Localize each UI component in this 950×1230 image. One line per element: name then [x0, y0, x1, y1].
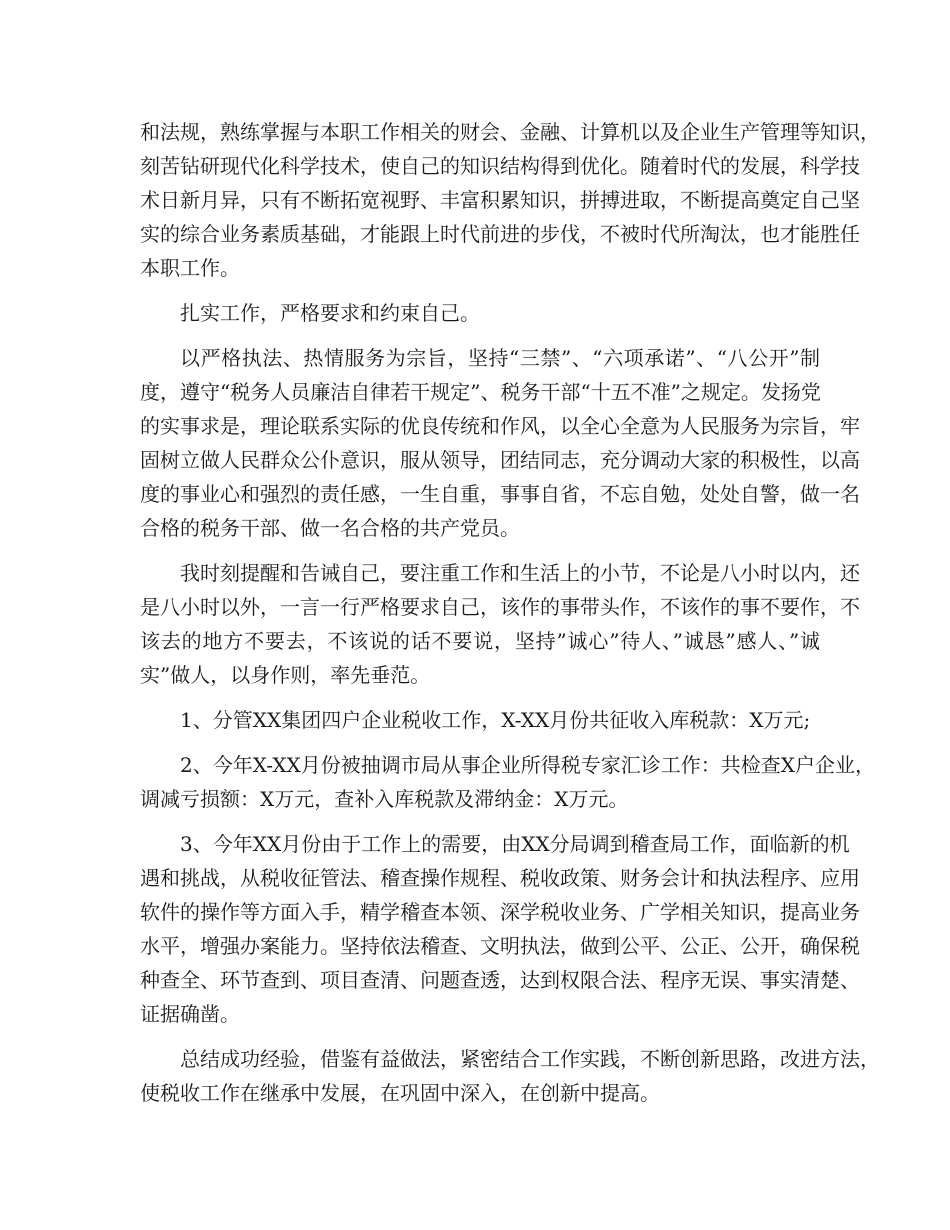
text-line: 种查全、环节查到、项目查清、问题查透，达到权限合法、程序无误、事实清楚、 [140, 968, 860, 992]
paragraph [140, 1042, 880, 1110]
text-line: 我时刻提醒和告诫自己，要注重工作和生活上的小节，不论是八小时以内，还 [180, 561, 860, 585]
text-line: 证据确凿。 [140, 1002, 240, 1026]
text-line: 度，遵守“税务人员廉洁自律若干规定”、税务干部“十五不准”之规定。发扬党 [140, 380, 821, 404]
text-line: 以严格执法、热情服务为宗旨，坚持“三禁”、“六项承诺”、“八公开”制 [180, 346, 820, 370]
text-line: 本职工作。 [140, 256, 240, 280]
text-line: 2、今年X-XX月份被抽调市局从事企业所得税专家汇诊工作：共检查X户企业， [180, 753, 876, 777]
text-line: 实的综合业务素质基础，才能跟上时代前进的步伐，不被时代所淘汰，也才能胜任 [140, 222, 860, 246]
text-line: 软件的操作等方面入手，精学稽查本领、深学税收业务、广学相关知识，提高业务 [140, 900, 860, 924]
text-line: 固树立做人民群众公仆意识，服从领导，团结同志，充分调动大家的积极性，以高 [140, 448, 860, 472]
text-line: 水平，增强办案能力。坚持依法稽查、文明执法，做到公平、公正、公开，确保税 [140, 934, 860, 958]
text-line: 该去的地方不要去，不该说的话不要说，坚持”诚心”待人、”诚恳”感人、”诚 [140, 629, 820, 653]
text-line: 扎实工作，严格要求和约束自己。 [180, 301, 480, 325]
text-line: 调减亏损额：X万元，查补入库税款及滞纳金：X万元。 [140, 787, 629, 811]
paragraph [140, 556, 860, 692]
paragraph [140, 827, 860, 1031]
paragraph [140, 341, 860, 545]
paragraph [140, 703, 820, 737]
text-line: 3、今年XX月份由于工作上的需要，由XX分局调到稽查局工作，面临新的机 [180, 832, 850, 856]
text-line: 是八小时以外，一言一行严格要求自己，该作的事带头作，不该作的事不要作，不 [140, 595, 860, 619]
text-line: 遇和挑战，从税收征管法、稽查操作规程、税收政策、财务会计和执法程序、应用 [140, 866, 860, 890]
paragraph [140, 748, 876, 816]
text-line: 总结成功经验，借鉴有益做法，紧密结合工作实践，不断创新思路，改进方法， [180, 1047, 880, 1071]
text-line: 使税收工作在继承中发展，在巩固中深入，在创新中提高。 [140, 1081, 660, 1105]
paragraph [140, 115, 880, 285]
text-line: 的实事求是，理论联系实际的优良传统和作风，以全心全意为人民服务为宗旨，牢 [140, 414, 860, 438]
text-line: 刻苦钻研现代化科学技术，使自己的知识结构得到优化。随着时代的发展，科学技 [140, 154, 860, 178]
text-line: 和法规，熟练掌握与本职工作相关的财会、金融、计算机以及企业生产管理等知识， [140, 120, 880, 144]
text-line: 度的事业心和强烈的责任感，一生自重，事事自省，不忘自勉，处处自警，做一名 [140, 482, 860, 506]
text-line: 术日新月异，只有不断拓宽视野、丰富积累知识，拼搏进取，不断提高奠定自己坚 [140, 188, 860, 212]
text-line: 合格的税务干部、做一名合格的共产党员。 [140, 516, 520, 540]
document-page [140, 115, 880, 1121]
text-line: 1、分管XX集团四户企业税收工作，X-XX月份共征收入库税款：X万元; [180, 708, 811, 732]
text-line: 实”做人，以身作则，率先垂范。 [140, 663, 431, 687]
paragraph [140, 296, 820, 330]
